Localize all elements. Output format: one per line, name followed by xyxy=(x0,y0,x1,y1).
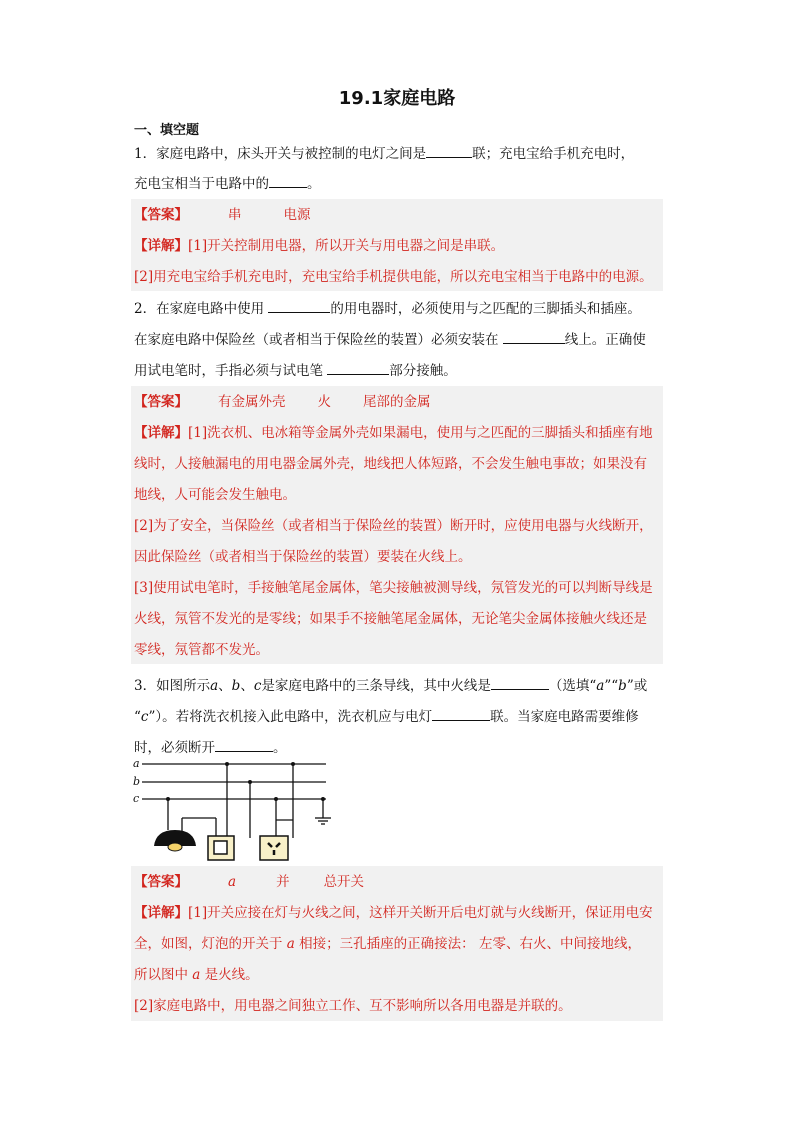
q3-explain-1: 【详解】[1]开关应接在灯与火线之间，这样开关断开后电灯就与火线断开，保证用电安 xyxy=(134,905,653,921)
wire-label-b: b xyxy=(133,775,141,788)
q2-explain-3b: 火线，氖管不发光的是零线；如果手不接触笔尾金属体，无论笔尖金属体接触火线还是 xyxy=(134,611,647,627)
wire-label-c: c xyxy=(133,792,140,805)
q2-line-3: 用试电笔时，手指必须与试电笔 部分接触。 xyxy=(134,360,457,381)
blank[interactable] xyxy=(215,737,273,752)
answer-1: 有金属外壳 xyxy=(218,394,286,410)
answer-2: 电源 xyxy=(283,207,311,223)
q3-line-2: “c”）。若将洗衣机接入此电路中，洗衣机应与电灯 联。当家庭电路需要维修 xyxy=(134,706,639,727)
q2-explain-3: [3]使用试电笔时，手接触笔尾金属体，笔尖接触被测导线，氖管发光的可以判断导线是 xyxy=(134,580,653,596)
blank[interactable] xyxy=(269,173,307,188)
q1-answer: 【答案】 串 电源 xyxy=(134,207,311,223)
page-title: 19.1家庭电路 xyxy=(338,88,456,109)
q2-line-2: 在家庭电路中保险丝（或者相当于保险丝的装置）必须安装在 线上。正确使 xyxy=(134,329,646,350)
q3-answer: 【答案】 a 并 总开关 xyxy=(134,874,365,890)
q2-explain-3c: 零线，氖管都不发光。 xyxy=(134,642,269,658)
q3-line-1: 3．如图所示a、b、c是家庭电路中的三条导线，其中火线是 （选填“a”“b”或 xyxy=(134,675,647,696)
answer-1: 串 xyxy=(228,207,242,223)
q2-explain-2: [2]为了安全，当保险丝（或者相当于保险丝的装置）断开时，应使用电器与火线断开， xyxy=(134,518,653,534)
answer-1: a xyxy=(228,874,237,890)
q2-explain-1: 【详解】[1]洗衣机、电冰箱等金属外壳如果漏电，使用与之匹配的三脚插头和插座有地 xyxy=(134,425,653,441)
q2-explain-1b: 线时，人接触漏电的用电器金属外壳，地线把人体短路，不会发生触电事故；如果没有 xyxy=(134,456,647,472)
q3-explain-1b: 全，如图，灯泡的开关于 a 相接；三孔插座的正确接法： 左零、右火、中间接地线， xyxy=(134,936,641,952)
q3-explain-1d: 所以图中 a 是火线。 xyxy=(134,967,259,983)
junction-dot xyxy=(321,797,325,801)
junction-dot xyxy=(166,797,170,801)
q3-line-3: 时，必须断开 。 xyxy=(134,737,287,758)
answer-3: 总开关 xyxy=(323,874,365,890)
q2-answer: 【答案】 有金属外壳 火 尾部的金属 xyxy=(134,394,431,410)
q1-explain-1: 【详解】[1]开关控制用电器，所以开关与用电器之间是串联。 xyxy=(134,238,505,254)
q2-line-1: 2．在家庭电路中使用 的用电器时，必须使用与之匹配的三脚插头和插座。 xyxy=(134,298,641,319)
answer-2: 并 xyxy=(276,874,290,890)
q2-explain-1c: 地线，人可能会发生触电。 xyxy=(134,487,296,503)
blank[interactable] xyxy=(503,329,565,344)
q2-explain-2b: 因此保险丝（或者相当于保险丝的装置）要装在火线上。 xyxy=(134,549,472,565)
answer-3: 尾部的金属 xyxy=(363,394,431,410)
blank[interactable] xyxy=(327,360,389,375)
blank[interactable] xyxy=(426,143,472,158)
wire-label-a: a xyxy=(133,758,140,770)
blank[interactable] xyxy=(432,706,490,721)
junction-dot xyxy=(225,762,229,766)
blank[interactable] xyxy=(491,675,549,690)
q1-explain-2: [2]用充电宝给手机充电时，充电宝给手机提供电能，所以充电宝相当于电路中的电源。 xyxy=(134,269,653,285)
circuit-diagram xyxy=(130,758,340,864)
answer-2: 火 xyxy=(317,394,331,410)
q1-line-2: 充电宝相当于电路中的 。 xyxy=(134,173,321,194)
socket-icon xyxy=(260,836,288,860)
q1-line-1: 1．家庭电路中，床头开关与被控制的电灯之间是 联；充电宝给手机充电时， xyxy=(134,143,634,164)
junction-dot xyxy=(291,762,295,766)
blank[interactable] xyxy=(268,298,330,313)
junction-dot xyxy=(248,780,252,784)
junction-dot xyxy=(274,797,278,801)
q3-explain-2: [2]家庭电路中，用电器之间独立工作、互不影响所以各用电器是并联的。 xyxy=(134,998,572,1014)
section-heading: 一、填空题 xyxy=(134,123,200,138)
